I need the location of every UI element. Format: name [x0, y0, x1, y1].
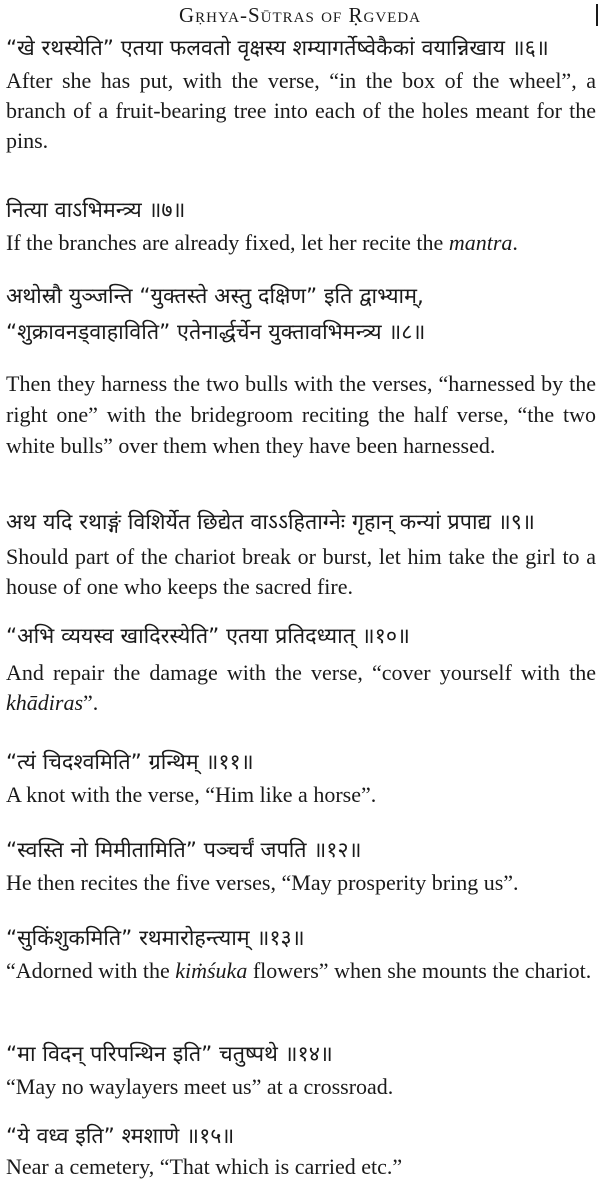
sanskrit-verse-8-line-2: “शुक्रावनड्वाहाविति” एतेनार्द्धर्चेन युक्तावभिमन्त्र्य ॥८॥ [6, 320, 426, 345]
sanskrit-verse-6: “खे रथस्येति” एतया फलवतो वृक्षस्य शम्यागर्तेष्वेकैकां वयान्निखाय ॥६॥ [6, 36, 549, 61]
translation-13 [6, 956, 596, 986]
translation-7-italic: mantra [448, 230, 513, 255]
sanskrit-verse-8-line-1: अथोस्रौ युञ्जन्ति “युक्तस्ते अस्तु दक्षिण” इति द्वाभ्याम्, [6, 284, 424, 309]
translation-10-text: And repair the damage with the verse, “cover yourself with the [6, 660, 596, 685]
translation-12: He then recites the five verses, “May prosperity bring us”. [6, 870, 519, 895]
translation-10 [6, 658, 596, 718]
translation-10-italic: khādiras [6, 690, 83, 715]
translation-15: Near a cemetery, “That which is carried etc.” [6, 1154, 403, 1179]
translation-10-end: ”. [83, 690, 99, 715]
translation-7-text: If the branches are already fixed, let her recite the [6, 230, 449, 255]
running-header [0, 2, 600, 32]
page-title: Gṛhya-Sūtras of Ṛgveda [178, 3, 422, 27]
translation-13-italic: kiṁśuka [175, 958, 248, 983]
translation-8: Then they harness the two bulls with the verses, “harnessed by the right one” with the bridegroom reciting the half verse, “the two white bulls” over them when they have been harnessed. [6, 371, 596, 458]
translation-7-end: . [512, 230, 518, 255]
sanskrit-verse-9: अथ यदि रथाङ्गं विशिर्येत छिद्येत वाऽऽहिताग्नेः गृहान् कन्यां प्रपाद्य ॥९॥ [6, 510, 535, 535]
sanskrit-verse-14: “मा विदन् परिपन्थिन इति” चतुष्पथे ॥१४॥ [6, 1042, 333, 1067]
sanskrit-verse-11: “त्यं चिदश्वमिति” ग्रन्थिम् ॥११॥ [6, 750, 254, 775]
page-edge-mark [596, 4, 598, 26]
translation-11: A knot with the verse, “Him like a horse”. [6, 782, 377, 807]
translation-13-text: “Adorned with the [6, 958, 176, 983]
translation-6: After she has put, with the verse, “in the box of the wheel”, a branch of a fruit-bearing tree into each of the holes meant for the pins. [6, 68, 596, 153]
sanskrit-verse-13: “सुकिंशुकमिति” रथमारोहन्त्याम् ॥१३॥ [6, 926, 305, 951]
translation-9: Should part of the chariot break or burst, let him take the girl to a house of one who keeps the sacred fire. [6, 544, 596, 599]
translation-7 [6, 228, 596, 258]
translation-14: “May no waylayers meet us” at a crossroad. [6, 1074, 394, 1099]
translation-13-end: flowers” when she mounts the chariot. [247, 958, 592, 983]
sanskrit-verse-12: “स्वस्ति नो मिमीतामिति” पञ्चर्चं जपति ॥१२॥ [6, 838, 362, 863]
sanskrit-verse-10: “अभि व्ययस्व खादिरस्येति” एतया प्रतिदध्यात् ॥१०॥ [6, 624, 410, 649]
sanskrit-verse-15: “ये वध्व इति” श्मशाणे ॥१५॥ [6, 1124, 235, 1149]
sanskrit-verse-7: नित्या वाऽभिमन्त्र्य ॥७॥ [6, 198, 186, 223]
